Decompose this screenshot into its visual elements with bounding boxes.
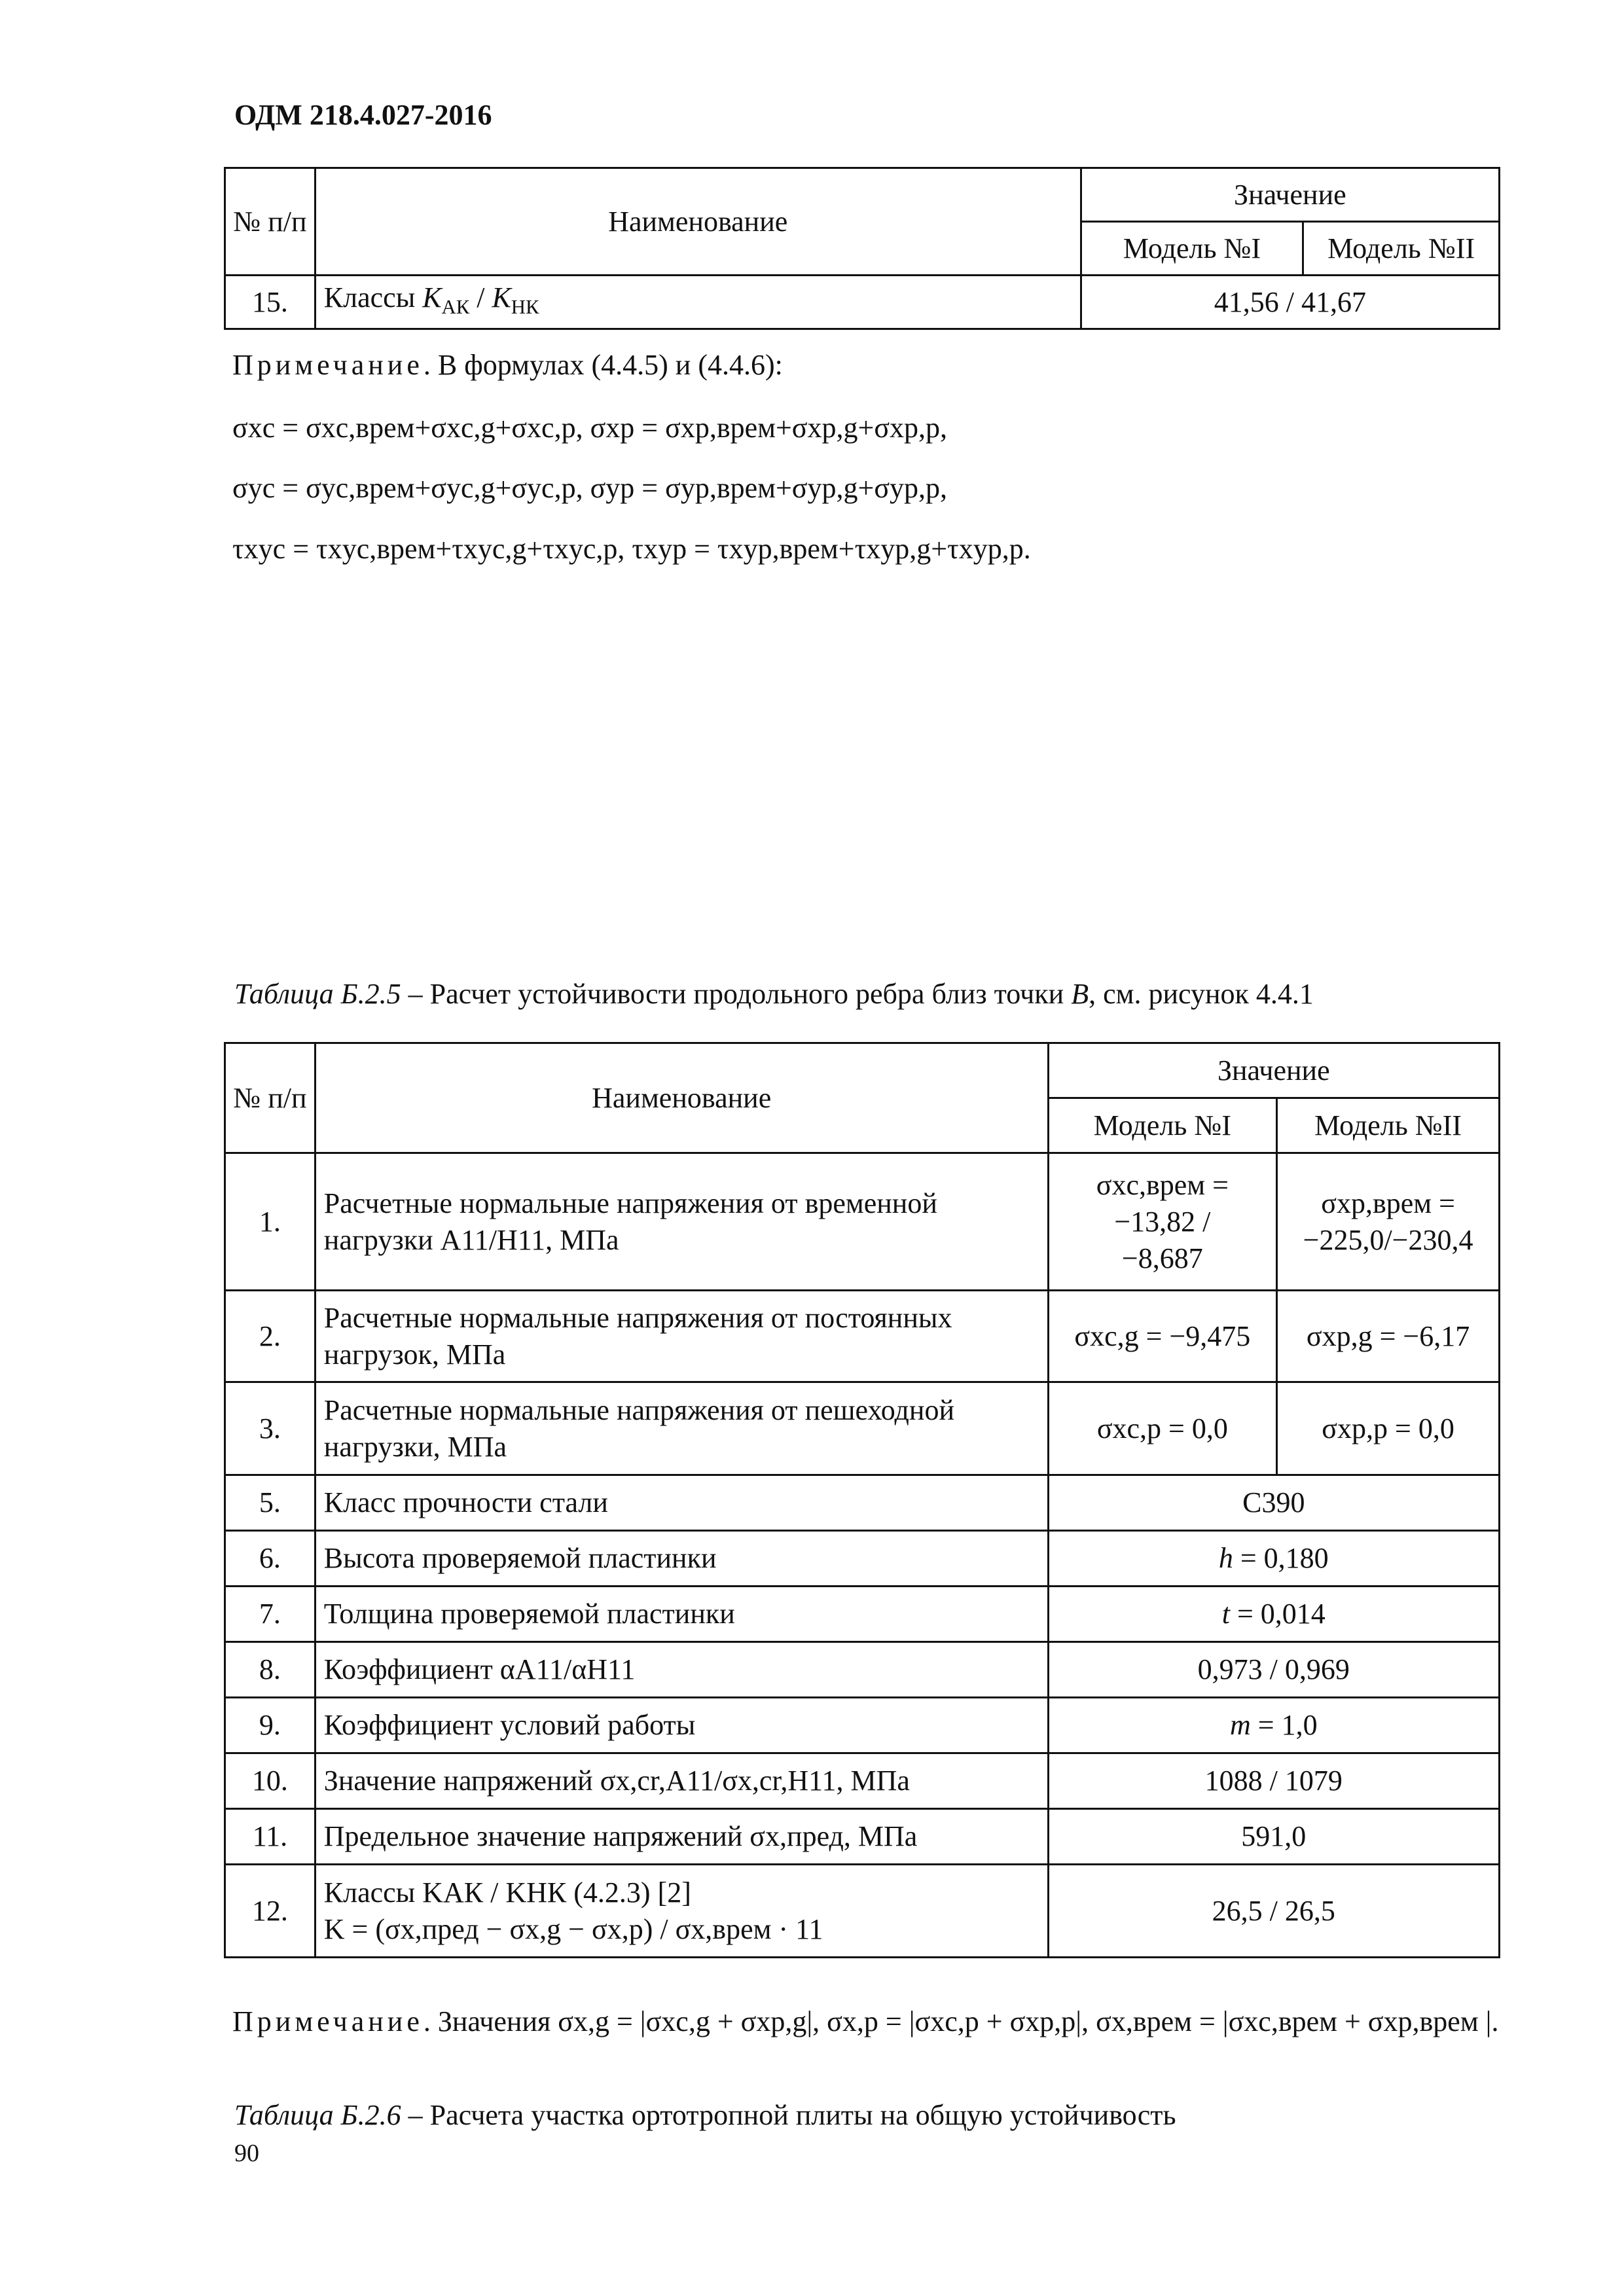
table-row [225,1291,1500,1382]
row-number: 6. [225,1531,316,1587]
table-row [225,276,1500,329]
row-name: Расчетные нормальные напряжения от постоянных нагрузок, МПа [315,1291,1048,1382]
col-header-model-1: Модель №I [1081,222,1303,276]
page-number: 90 [234,2140,259,2167]
document-header: ОДМ 218.4.027-2016 [234,99,492,131]
row-model-2: σxp,врем = −225,0/−230,4 [1277,1153,1500,1291]
table-row [225,1809,1500,1865]
row-name: Класс прочности стали [315,1475,1048,1531]
row-number: 5. [225,1475,316,1531]
table-row [225,1587,1500,1642]
row-number: 9. [225,1698,316,1753]
col-header-number: № п/п [225,1043,316,1153]
row-name: Расчетные нормальные напряжения от временной нагрузки А11/Н11, МПа [315,1153,1048,1291]
row-number: 11. [225,1809,316,1865]
col-header-number: № п/п [225,168,316,276]
row-value: m = 1,0 [1048,1698,1499,1753]
table-row [225,1642,1500,1698]
row-name: Коэффициент условий работы [315,1698,1048,1753]
row-value: 26,5 / 26,5 [1048,1865,1499,1958]
table-b26-caption: Таблица Б.2.6 – Расчета участка ортотропной плиты на общую устойчивость [234,2099,1176,2131]
col-header-name: Наименование [315,168,1081,276]
table-row [225,1475,1500,1531]
row-value: 41,56 / 41,67 [1081,276,1499,329]
row-name: Высота проверяемой пластинки [315,1531,1048,1587]
col-header-value: Значение [1048,1043,1499,1098]
formula-line-3: τxyc = τxyc,врем+τxyc,g+τxyc,p, τxyp = τxyp,врем+τxyp,g+τxyp,p. [232,533,1031,565]
row-number: 10. [225,1753,316,1809]
col-header-model-2: Модель №II [1303,222,1500,276]
row-model-1: σxc,p = 0,0 [1048,1382,1277,1475]
table-b24-continuation [224,167,1500,330]
row-model-1: σxc,врем = −13,82 / −8,687 [1048,1153,1277,1291]
row-model-1: σxc,g = −9,475 [1048,1291,1277,1382]
row-value: 591,0 [1048,1809,1499,1865]
row-name: Расчетные нормальные напряжения от пешеходной нагрузки, МПа [315,1382,1048,1475]
note-2: Примечание. Значения σx,g = |σxc,g + σxp,g|, σx,p = |σxc,p + σxp,p|, σx,врем = |σxc,врем + σxp,врем |. [232,2005,1499,2037]
formula-line-2: σyc = σyc,врем+σyc,g+σyc,p, σyp = σyp,врем+σyp,g+σyp,p, [232,472,948,504]
row-model-2: σxp,g = −6,17 [1277,1291,1500,1382]
row-name: Коэффициент αA11/αH11 [315,1642,1048,1698]
row-name: Значение напряжений σx,cr,A11/σx,cr,H11, МПа [315,1753,1048,1809]
table-row [225,1698,1500,1753]
col-header-model-2: Модель №II [1277,1098,1500,1153]
row-number: 1. [225,1153,316,1291]
formula-line-1: σxc = σxc,врем+σxc,g+σxc,p, σxp = σxp,врем+σxp,g+σxp,p, [232,412,948,444]
row-number: 7. [225,1587,316,1642]
col-header-name: Наименование [315,1043,1048,1153]
col-header-model-1: Модель №I [1048,1098,1277,1153]
note-label: Примечание [232,2005,424,2037]
row-model-2: σxp,p = 0,0 [1277,1382,1500,1475]
row-value: 0,973 / 0,969 [1048,1642,1499,1698]
table-row [225,1153,1500,1291]
row-name: Классы KАК / KНК (4.2.3) [2] K = (σx,пред − σx,g − σx,p) / σx,врем · 11 [315,1865,1048,1958]
table-b25 [224,1042,1500,1958]
col-header-value: Значение [1081,168,1499,222]
table-row [225,1531,1500,1587]
note-1: Примечание. В формулах (4.4.5) и (4.4.6): [232,349,783,381]
row-name: Предельное значение напряжений σx,пред, МПа [315,1809,1048,1865]
row-number: 8. [225,1642,316,1698]
row-name: Толщина проверяемой пластинки [315,1587,1048,1642]
row-value: h = 0,180 [1048,1531,1499,1587]
table-row [225,1865,1500,1958]
row-value: С390 [1048,1475,1499,1531]
row-number: 2. [225,1291,316,1382]
table-b25-caption: Таблица Б.2.5 – Расчет устойчивости продольного ребра близ точки B, см. рисунок 4.4.1 [234,978,1314,1010]
row-number: 3. [225,1382,316,1475]
table-row [225,1753,1500,1809]
table-row [225,1382,1500,1475]
row-value: t = 0,014 [1048,1587,1499,1642]
row-value: 1088 / 1079 [1048,1753,1499,1809]
row-number: 15. [225,276,316,329]
row-number: 12. [225,1865,316,1958]
row-name: Классы $К_{АК} / К_{НК}$ [315,276,1081,329]
note-label: Примечание [232,349,424,381]
